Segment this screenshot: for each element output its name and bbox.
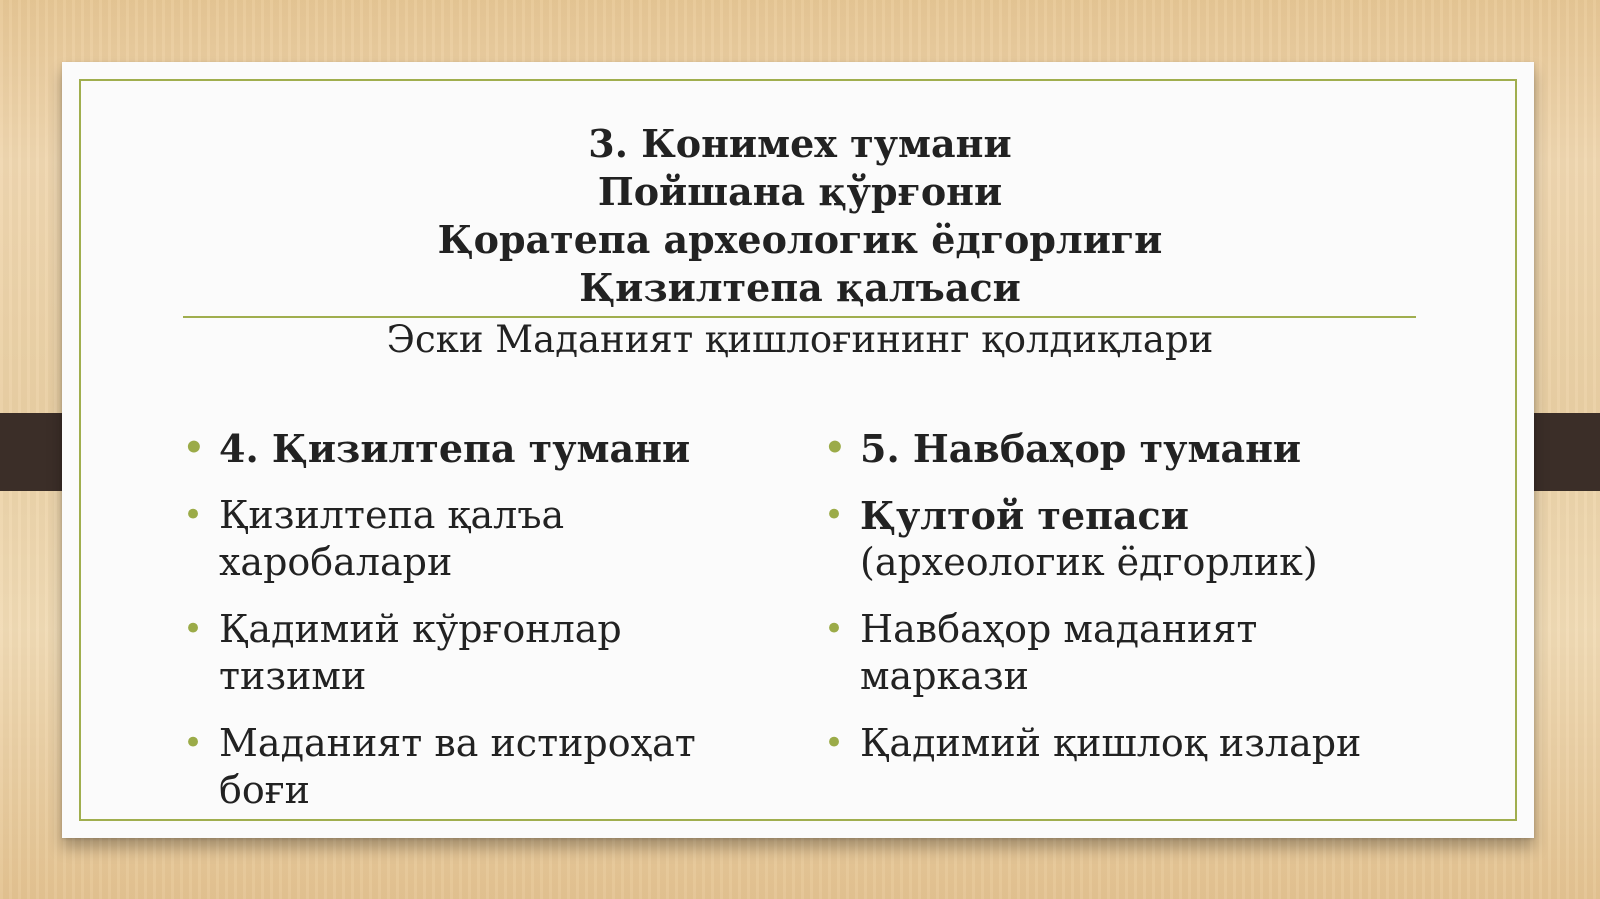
title-line-1: 3. Конимех тумани bbox=[588, 121, 1012, 166]
right-column bbox=[824, 425, 1384, 787]
left-list-item-3: • Маданият ва истироҳат боғи bbox=[183, 720, 743, 814]
right-list-item-3: • Қадимий қишлоқ излари bbox=[824, 720, 1384, 767]
right-heading: • 5. Навбаҳор тумани bbox=[824, 425, 1384, 472]
left-column bbox=[183, 425, 743, 834]
left-heading: • 4. Қизилтепа тумани bbox=[183, 425, 743, 472]
right-list-item-2: • Навбаҳор маданият маркази bbox=[824, 606, 1384, 700]
title-line-2: Пойшана қўрғони bbox=[597, 169, 1003, 214]
title-line-4: Қизилтепа қалъаси bbox=[579, 265, 1021, 310]
right-item-1-bold: • Қултой тепаси bbox=[860, 493, 1189, 538]
slide-subtitle: Эски Маданият қишлоғининг қолдиқлари bbox=[386, 318, 1214, 361]
right-list-item-1 bbox=[824, 492, 1384, 586]
left-list-item-1: • Қизилтепа қалъа харобалари bbox=[183, 492, 743, 586]
left-list-item-2: • Қадимий кўрғонлар тизими bbox=[183, 606, 743, 700]
right-item-1-rest: (археологик ёдгорлик) bbox=[860, 540, 1318, 584]
slide-title bbox=[0, 120, 1600, 312]
title-line-3: Қоратепа археологик ёдгорлиги bbox=[437, 217, 1163, 262]
